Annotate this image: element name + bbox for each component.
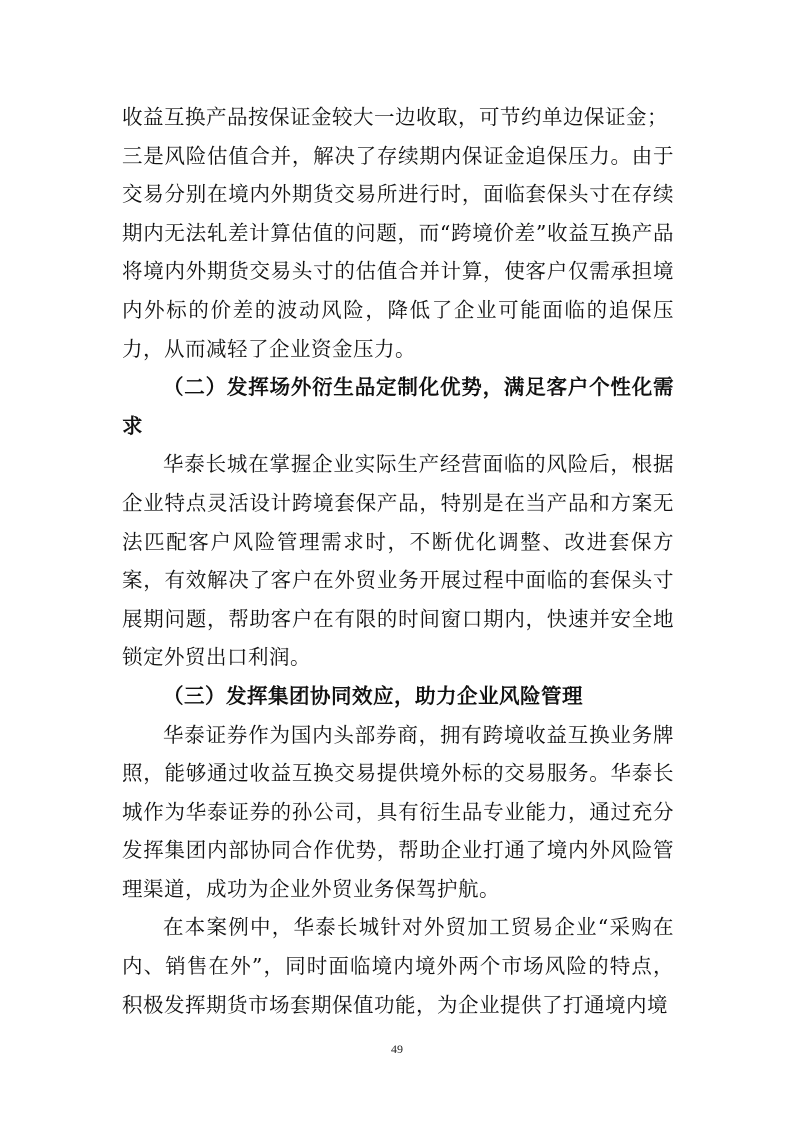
body-text <box>122 98 674 1024</box>
section-heading-2: （二）发挥场外衍生品定制化优势，满足客户个性化需求 <box>122 375 674 438</box>
paragraph-margin-line: 收益互换产品按保证金较大一边收取，可节约单边保证金； <box>122 105 668 129</box>
paragraph-group-synergy: 华泰证券作为国内头部券商，拥有跨境收益互换业务牌照，能够通过收益互换交易提供境外标的交易服务。华泰长城作为华泰证券的孙公司，具有衍生品专业能力，通过充分发挥集团内部协同合作优势，帮助企业打通了境内外风险管理渠道，成功为企业外贸业务保驾护航。 <box>122 722 674 901</box>
paragraph-case-summary: 在本案例中，华泰长城针对外贸加工贸易企业“采购在内、销售在外”，同时面临境内境外两个市场风险的特点，积极发挥期货市场套期保值功能，为企业提供了打通境内境 <box>122 915 674 1017</box>
section-heading-3: （三）发挥集团协同效应，助力企业风险管理 <box>163 683 583 708</box>
page-number: 49 <box>391 1042 403 1056</box>
paragraph-risk-valuation: 三是风险估值合并，解决了存续期内保证金追保压力。由于交易分别在境内外期货交易所进行时，面临套保头寸在存续期内无法轧差计算估值的问题，而“跨境价差”收益互换产品将境内外期货交易头寸的估值合并计算，使客户仅需承担境内外标的价差的波动风险，降低了企业可能面临的追保压力，从而减轻了企业资金压力。 <box>122 143 674 361</box>
paragraph-customization: 华泰长城在掌握企业实际生产经营面临的风险后，根据企业特点灵活设计跨境套保产品，特别是在当产品和方案无法匹配客户风险管理需求时，不断优化调整、改进套保方案，有效解决了客户在外贸业务开展过程中面临的套保头寸展期问题，帮助客户在有限的时间窗口期内，快速并安全地锁定外贸出口利润。 <box>122 452 674 670</box>
